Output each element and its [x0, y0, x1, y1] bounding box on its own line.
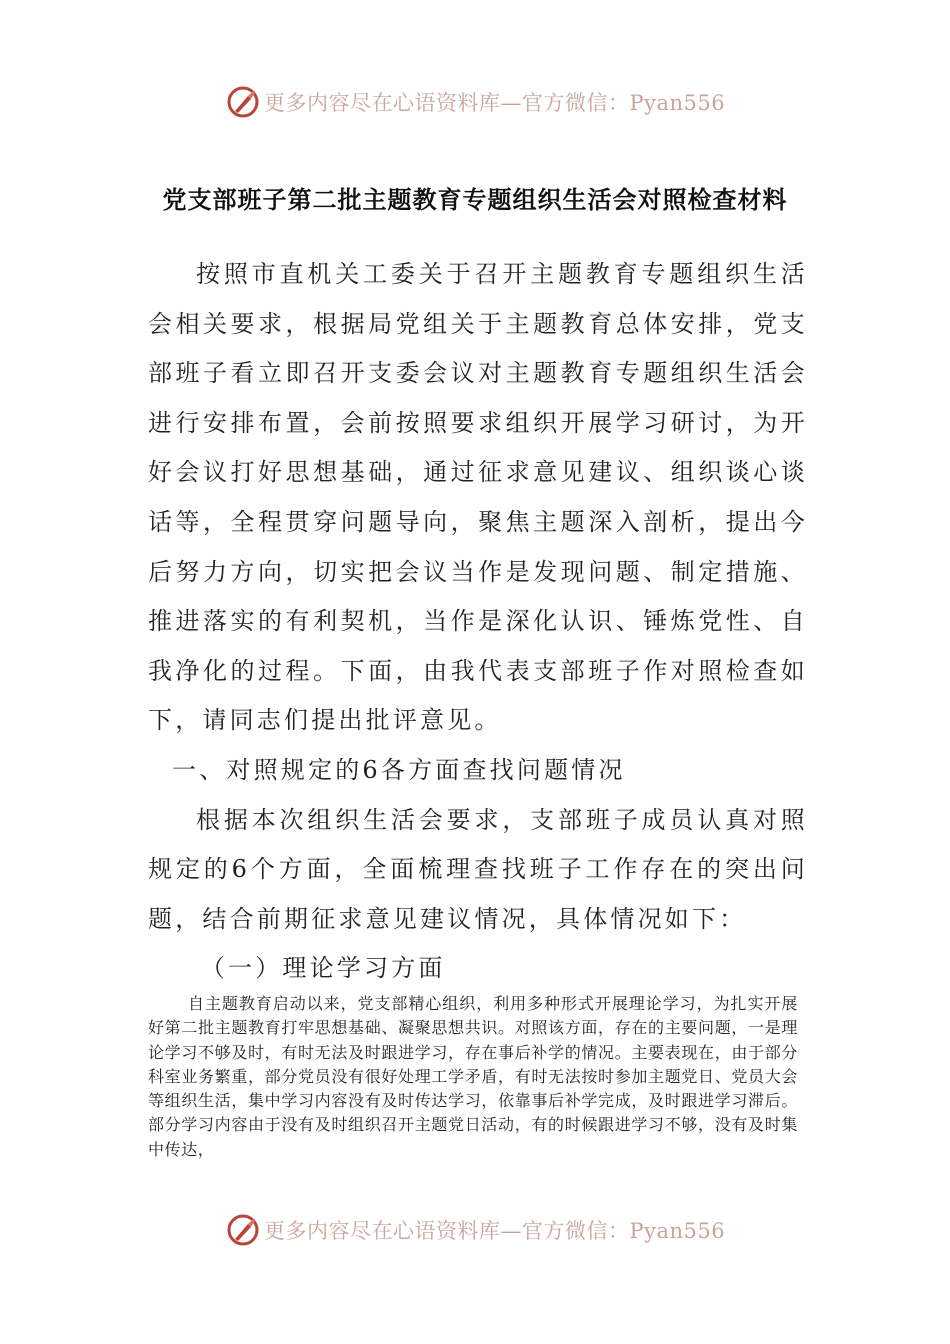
document-title: 党支部班子第二批主题教育专题组织生活会对照检查材料 [162, 185, 788, 214]
intro-paragraph: 按照市直机关工委关于召开主题教育专题组织生活会相关要求，根据局党组关于主题教育总体安排，党支部班子看立即召开支委会议对主题教育专题组织生活会进行安排布置，会前按照要求组织开展学习研讨，为开好会议打好思想基础，通过征求意见建议、组织谈心谈话等，全程贯穿问题导向，聚焦主题深入剖析，提出今后努力方向，切实把会议当作是发现问题、制定措施、推进落实的有利契机，当作是深化认识、锤炼党性、自我净化的过程。下面，由我代表支部班子作对照检查如下，请同志们提出批评意见。 [148, 260, 808, 735]
subsection-paragraph: 自主题教育启动以来，党支部精心组织，利用多种形式开展理论学习，为扎实开展好第二批主题教育打牢思想基础、凝聚思想共识。对照该方面，存在的主要问题，一是理论学习不够及时，有时无法及时跟进学习，存在事后补学的情况。主要表现在，由于部分科室业务繁重，部分党员没有很好处理工学矛盾，有时无法按时参加主题党日、党员大会等组织生活，集中学习内容没有及时传达学习，依靠事后补学完成，及时跟进学习滞后。部分学习内容由于没有及时组织召开主题党日活动，有的时候跟进学习不够，没有及时集中传达， [148, 994, 798, 1159]
watermark-text: 更多内容尽在心语资料库—官方微信：Pyan556 [264, 91, 726, 115]
watermark-banner-top [226, 82, 725, 122]
section-heading: 一、对照规定的6各方面查找问题情况 [172, 755, 626, 784]
section-paragraph: 根据本次组织生活会要求，支部班子成员认真对照规定的6个方面，全面梳理查找班子工作存在的突出问题，结合前期征求意见建议情况，具体情况如下： [148, 805, 808, 933]
subsection-heading: （一）理论学习方面 [200, 954, 446, 983]
document-body [148, 250, 808, 994]
fountain-pen-logo-icon [226, 1213, 260, 1247]
watermark-text: 更多内容尽在心语资料库—官方微信：Pyan556 [264, 1219, 726, 1243]
watermark-banner-bottom [226, 1210, 725, 1250]
subsection-body [148, 992, 798, 1162]
fountain-pen-logo-icon [226, 85, 260, 119]
